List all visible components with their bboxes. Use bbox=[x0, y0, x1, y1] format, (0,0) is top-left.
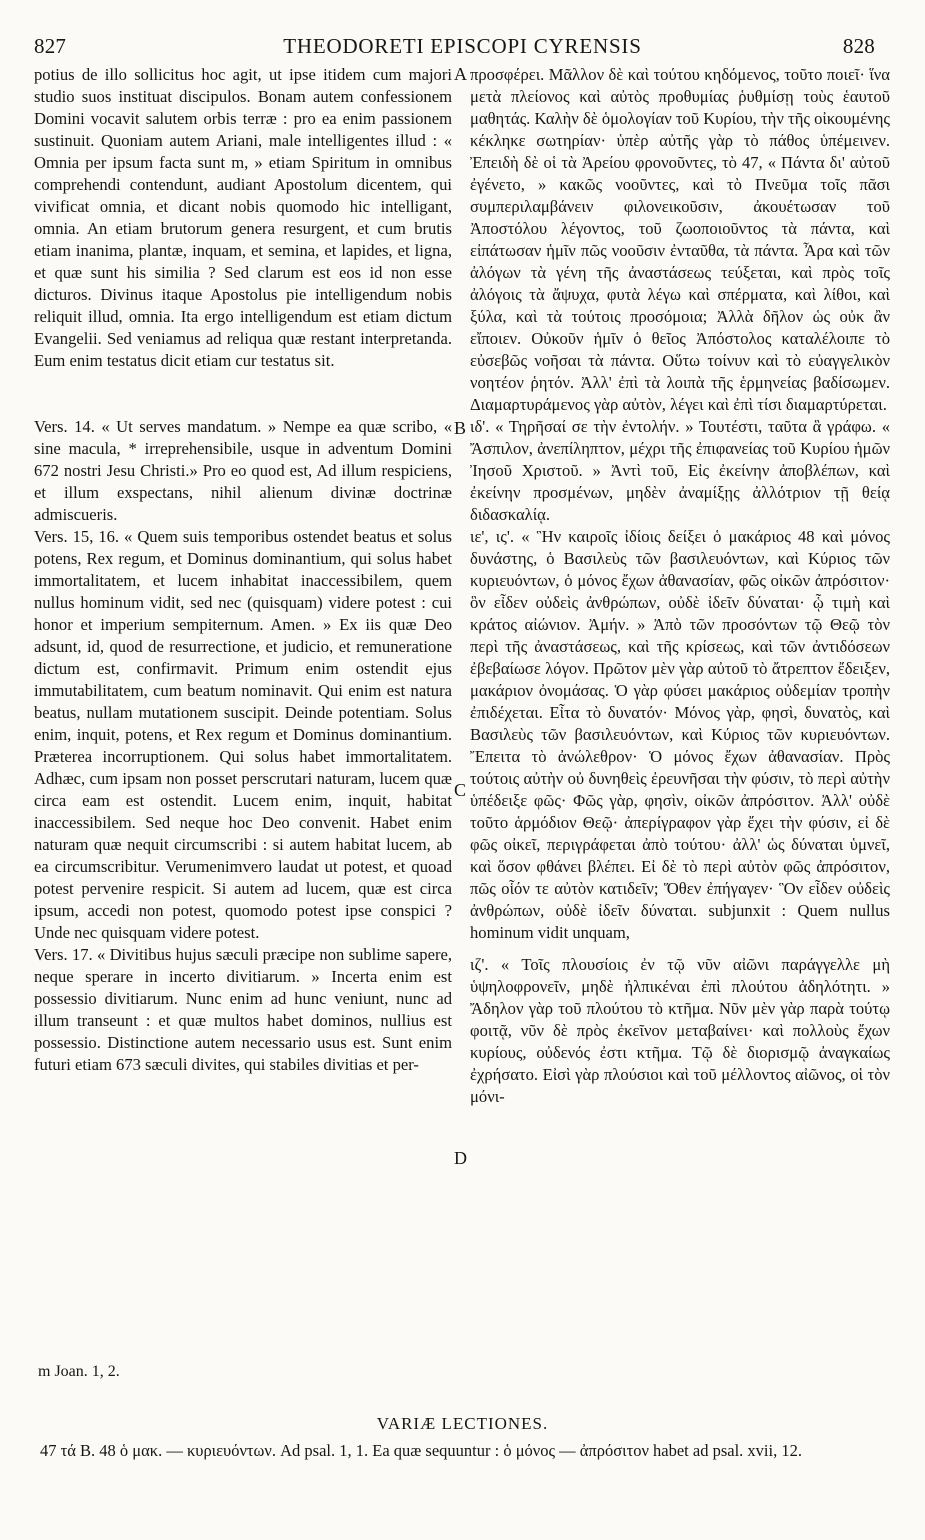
greek-column bbox=[470, 64, 890, 1108]
footnote: m Joan. 1, 2. bbox=[38, 1363, 120, 1380]
latin-paragraph: Vers. 17. « Divitibus hujus sæculi præcipe non sublime sapere, neque sperare in incerto divitiarum. » Incerta enim est possessio divitiarum. Nunc enim ad hunc veniunt, nunc ad illum transeunt : et quæ multos habet dominos, nullius est possessio. Distinctione autem necessario usus est. Sunt enim futuri etiam 673 sæculi divites, qui stabiles divitias et per- bbox=[34, 945, 452, 1074]
latin-column bbox=[34, 64, 452, 1076]
variae-lectiones-text: 47 τά B. 48 ὁ μακ. — κυριευόντων. Ad psal. 1, 1. Ea quæ sequuntur : ὁ μόνος — ἀπρόσιτον habet ad psal. xvii, 12. bbox=[40, 1441, 802, 1460]
margin-letter-d: D bbox=[454, 1148, 467, 1168]
margin-letter-a: A bbox=[454, 64, 467, 84]
latin-paragraph: Vers. 14. « Ut serves mandatum. » Nempe ea quæ scribo, « sine macula, * irreprehensibile, usque in adventum Domini 672 nostri Jesu Christi.» Pro eo quod est, Ad illum respiciens, et illum exspectans, nihil alienum divinæ doctrinæ admiscueris. bbox=[34, 417, 452, 524]
margin-letter-b: B bbox=[454, 418, 467, 438]
page-number-left: 827 bbox=[34, 34, 67, 58]
margin-letter-c: C bbox=[454, 780, 467, 800]
greek-paragraph: ιζ'. « Τοῖς πλουσίοις ἐν τῷ νῦν αἰῶνι παράγγελλε μὴ ὑψηλοφρονεῖν, μηδὲ ἠλπικέναι ἐπὶ πλούτου ἀδηλότητι. » Ἄδηλον γὰρ τοῦ πλούτου τὸ κτῆμα. Νῦν μὲν γὰρ παρὰ τούτῳ φοιτᾷ, νῦν δὲ πρὸς ἐκεῖνον μεταβαίνει· καὶ πολλοὺς ἔχων κυρίους, οὐδενός ἐστι κτῆμα. Τῷ δὲ διορισμῷ ἀναγκαίως ἐχρήσατο. Εἰσὶ γὰρ πλούσιοι καὶ τοῦ μέλλοντος αἰῶνος, οἱ τὸν μόνι- bbox=[470, 955, 890, 1106]
greek-paragraph: ιε', ις'. « Ἣν καιροῖς ἰδίοις δείξει ὁ μακάριος 48 καὶ μόνος δυνάστης, ὁ Βασιλεὺς τῶν βασιλευόντων, καὶ Κύριος τῶν κυριευόντων, ὁ μόνος ἔχων ἀθανασίαν, φῶς οἰκῶν ἀπρόσιτον· ὃν εἶδεν οὐδεὶς ἀνθρώπων, οὐδὲ ἰδεῖν δύναται· ᾧ τιμὴ καὶ κράτος αἰώνιον. Ἀμήν. » Ἀπὸ τῶν προσόντων τῷ Θεῷ τὸν περὶ τῆς ἀναστάσεως, καὶ τῆς κρίσεως, καὶ τῶν ἀντιδόσεων ἐβεβαίωσε λόγον. Πρῶτον μὲν γὰρ αὐτοῦ τὸ ἄτρεπτον ἔδειξεν, μακάριον ὀνομάσας. Ὁ γὰρ φύσει μακάριος οὐδεμίαν τροπὴν ἐπιδέχεται. Εἶτα τὸ δυνατόν· Μόνος γὰρ, φησὶ, δυνατὸς, καὶ Βασιλεὺς τῶν βασιλευόντων, καὶ Κύριος τῶν κυριευόντων. Ἔπειτα τὸ ἀνώλεθρον· Ὁ μόνος ἔχων ἀθανασίαν. Πρὸς τούτοις αὐτὴν οὐ δυνηθεὶς ἐρευνῆσαι τὴν φύσιν, τὸ περὶ αὐτὴν ὑπέδειξε φῶς· Φῶς γὰρ, φησὶν, οἰκῶν ἀπρόσιτον. Ἀλλ' οὐδὲ τοῦτο ἁρμόδιον Θεῷ· ἀπερίγραφον γὰρ ἔχει τὴν φύσιν, εἰ δὲ φῶς οἰκεῖ, περιγράφεται ἀπὸ τούτου· ἀλλ' ὡς δύναται ὑμνεῖ, καὶ ὅσον φθάνει βλέπει. Εἰ δὲ τὸ περὶ αὐτὸν φῶς ἀπρόσιτον, πῶς οἷόν τε αὐτὸν κατιδεῖν; Ὅθεν ἐπήγαγεν· Ὃν εἶδεν οὐδεὶς ἀνθρώπων, οὐδὲ ἰδεῖν δύναται. subjunxit : Quem nullus hominum vidit unquam, bbox=[470, 527, 890, 942]
latin-paragraph: potius de illo sollicitus hoc agit, ut ipse itidem cum majori studio suos instituat discipulos. Bonam autem confessionem Domini vocavit salutem orbis terræ : pro ea enim passionem sustinuit. Quoniam autem Ariani, male intelligentes illud : « Omnia per ipsum facta sunt m, » etiam Spiritum in omnibus comprehendi contendunt, audiant Apostolum dicentem, qui vivificat omnia, et dicant nobis quomodo hic intelligant, omnia. An etiam brutorum genera resurgent, et cum brutis etiam inanima, plantæ, inquam, et semina, et lapides, et ligna, et quæ sunt his similia ? Sed clarum est eos id non esse dicturos. Divinus itaque Apostolus pie intelligendum nobis reliquit illud, omnia. Ita ergo intelligendum est etiam dictum Evangelii. Sed veniamus ad reliqua quæ restant interpretanda. Eum enim testatus dicit etiam cur testatus sit. bbox=[34, 65, 452, 370]
latin-paragraph: Vers. 15, 16. « Quem suis temporibus ostendet beatus et solus potens, Rex regum, et Dominus dominantium, qui solus habet immortalitatem, et lucem inhabitat inaccessibilem, quem nullus hominum vidit, sed nec (quisquam) videre potest : cui honor et imperium sempiternum. Amen. » Ex iis quæ Deo adsunt, id, quod de resurrectione, et judicio, et remuneratione dictum est, confirmavit. Primum enim ostendit ejus immutabilitatem, cum beatum nominavit. Qui enim est natura beatus, nullam mutationem suscipit. Deinde potentiam. Solus enim, inquit, potens, et Rex regum et Dominus dominantium. Præterea incorruptionem. Qui solus habet immortalitatem. Adhæc, cum ipsam non posset perscrutari naturam, lucem quæ circa eam est ostendit. Lucem enim, inquit, habitat inaccessibilem. Sed neque hoc Deo convenit. Habet enim naturam quæ nequit circumscribi : si autem habitat lucem, ab ea circumscribitur. Verumenimvero laudat ut potest, et quoad potest pervenire respicit. Si autem ad lucem, quæ est circa ipsum, accedi non potest, quomodo potest ipse conspici ? Unde nec quisquam videre potest. bbox=[34, 527, 452, 942]
running-title: THEODORETI EPISCOPI CYRENSIS bbox=[283, 34, 642, 58]
variae-lectiones-title: VARIÆ LECTIONES. bbox=[376, 1414, 549, 1433]
page-number-right: 828 bbox=[842, 34, 875, 58]
greek-paragraph: προσφέρει. Μᾶλλον δὲ καὶ τούτου κηδόμενος, τοῦτο ποιεῖ· ἵνα μετὰ πλείονος καὶ αὐτὸς προθυμίας ῥυθμίσῃ τοὺς ἑαυτοῦ μαθητάς. Καλὴν δὲ ὁμολογίαν τοῦ Κυρίου, τὴν τῆς οἰκουμένης κέκληκε σωτηρίαν· ὑπὲρ αὐτῆς γὰρ τὸ πάθος ὑπέμεινεν. Ἐπειδὴ δὲ οἱ τὰ Ἀρείου φρονοῦντες, τὸ 47, « Πάντα δι' αὐτοῦ ἐγένετο, » κακῶς νοοῦντες, καὶ τὸ Πνεῦμα τοῖς πᾶσι συμπεριλαμβάνειν φιλονεικοῦσιν, ἀκουέτωσαν τοῦ Ἀποστόλου λέγοντος, τοῦ ζωοποιοῦντος τὰ πάντα, καὶ εἰπάτωσαν ἡμῖν πῶς νοοῦσιν ἐνταῦθα, τὰ πάντα. Ἆρα καὶ τῶν ἀλόγων τὰ γένη τῆς ἀναστάσεως τεύξεται, καὶ πρὸς τοῖς ἀλόγοις τὰ ἄψυχα, φυτὰ λέγω καὶ σπέρματα, καὶ λίθοι, καὶ ξύλα, καὶ τὰ τούτοις προσόμοια; Ἀλλὰ δῆλον ὡς οὐκ ἂν εἴποιεν. Οὐκοῦν ἡμῖν ὁ θεῖος Ἀπόστολος καταλέλοιπε τὸ εὐσεβῶς νοῆσαι τὰ πάντα. Οὕτω τοίνυν καὶ τὸ εὐαγγελικὸν νοητέον ῥητόν. Ἀλλ' ἐπὶ τὰ λοιπὰ τῆς ἑρμηνείας βαδίσωμεν. Διαμαρτυράμενος γὰρ αὐτὸν, λέγει καὶ ἐπὶ τίσι διαμαρτύρεται. bbox=[470, 65, 890, 414]
greek-paragraph: ιδ'. « Τηρῆσαί σε τὴν ἐντολήν. » Τουτέστι, ταῦτα ἃ γράφω. « Ἄσπιλον, ἀνεπίληπτον, μέχρι τῆς ἐπιφανείας τοῦ Κυρίου ἡμῶν Ἰησοῦ Χριστοῦ. » Ἀντὶ τοῦ, Εἰς ἐκείνην ἀποβλέπων, καὶ ἐκείνην προσμένων, μηδὲν ἀναμίξῃς ἀλλότριον τῇ θείᾳ διδασκαλίᾳ. bbox=[470, 417, 890, 524]
